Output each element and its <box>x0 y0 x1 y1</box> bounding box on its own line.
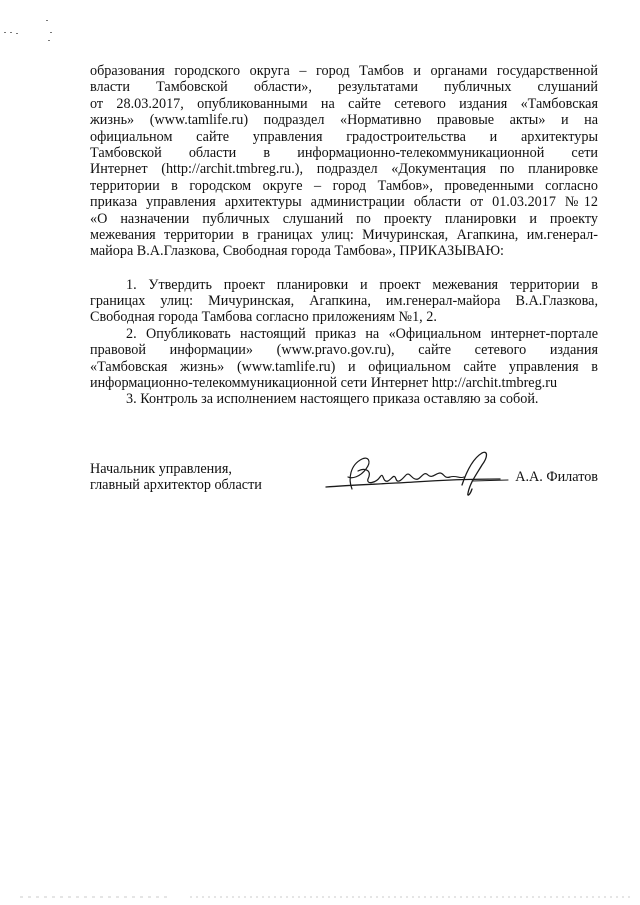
item-3-line: 3. Контроль за исполнением настоящего приказа оставляю за собой. <box>126 391 539 408</box>
signatory-name: А.А. Филатов <box>515 469 598 485</box>
item-2-line: «Тамбовская жизнь» (www.tamlife.ru) и официальном сайте управления в <box>90 358 598 375</box>
position-line: главный архитектор области <box>90 477 262 494</box>
paragraph-gap <box>90 260 598 277</box>
paragraph-line: межевания территории в границах улиц: Мичуринская, Агапкина, им.генерал- <box>90 226 598 243</box>
paragraph-line: от 28.03.2017, опубликованными на сайте сетевого издания «Тамбовская <box>90 95 598 112</box>
signatory-position <box>90 461 262 494</box>
item-2-line: правовой информации» (www.pravo.gov.ru), сайте сетевого издания <box>90 342 598 359</box>
paragraph-line: официальном сайте управления градостроительства и архитектуры <box>90 128 598 145</box>
scan-artifact-bottom <box>20 896 630 898</box>
paragraph-line: образования городского округа – город Тамбов и органами государственной <box>90 63 598 79</box>
item-1-line: 1. Утвердить проект планировки и проект межевания территории в <box>126 276 598 293</box>
item-1-line: границах улиц: Мичуринская, Агапкина, им.генерал-майора В.А.Глазкова, <box>90 293 598 310</box>
paragraph-line: власти Тамбовской области», результатами публичных слушаний <box>90 79 598 96</box>
signature-block <box>90 461 598 501</box>
document-body <box>90 63 598 408</box>
paragraph-line: майора В.А.Глазкова, Свободная города Тамбова», ПРИКАЗЫВАЮ: <box>90 243 504 260</box>
position-line: Начальник управления, <box>90 461 232 477</box>
handwritten-signature <box>322 449 512 501</box>
paragraph-line: жизнь» (www.tamlife.ru) подраздел «Нормативно правовые акты» и на <box>90 112 598 129</box>
item-2-line: 2. Опубликовать настоящий приказ на «Официальном интернет-портале <box>126 325 598 342</box>
paragraph-line: Интернет (http://archit.tmbreg.ru.), подраздел «Документация по планировке <box>90 161 598 178</box>
item-1-line: Свободная города Тамбова согласно приложениям №1, 2. <box>90 309 437 326</box>
paragraph-line: территории в городском округе – город Тамбов», проведенными согласно <box>90 177 598 194</box>
paragraph-line: «О назначении публичных слушаний по проекту планировки и проекту <box>90 210 598 227</box>
paragraph-line: приказа управления архитектуры администрации области от 01.03.2017 №12 <box>90 194 598 211</box>
item-2-line: информационно-телекоммуникационной сети Интернет http://archit.tmbreg.ru <box>90 375 558 392</box>
scan-artifact <box>2 18 62 48</box>
paragraph-line: Тамбовской области в информационно-телекоммуникационной сети <box>90 144 598 161</box>
